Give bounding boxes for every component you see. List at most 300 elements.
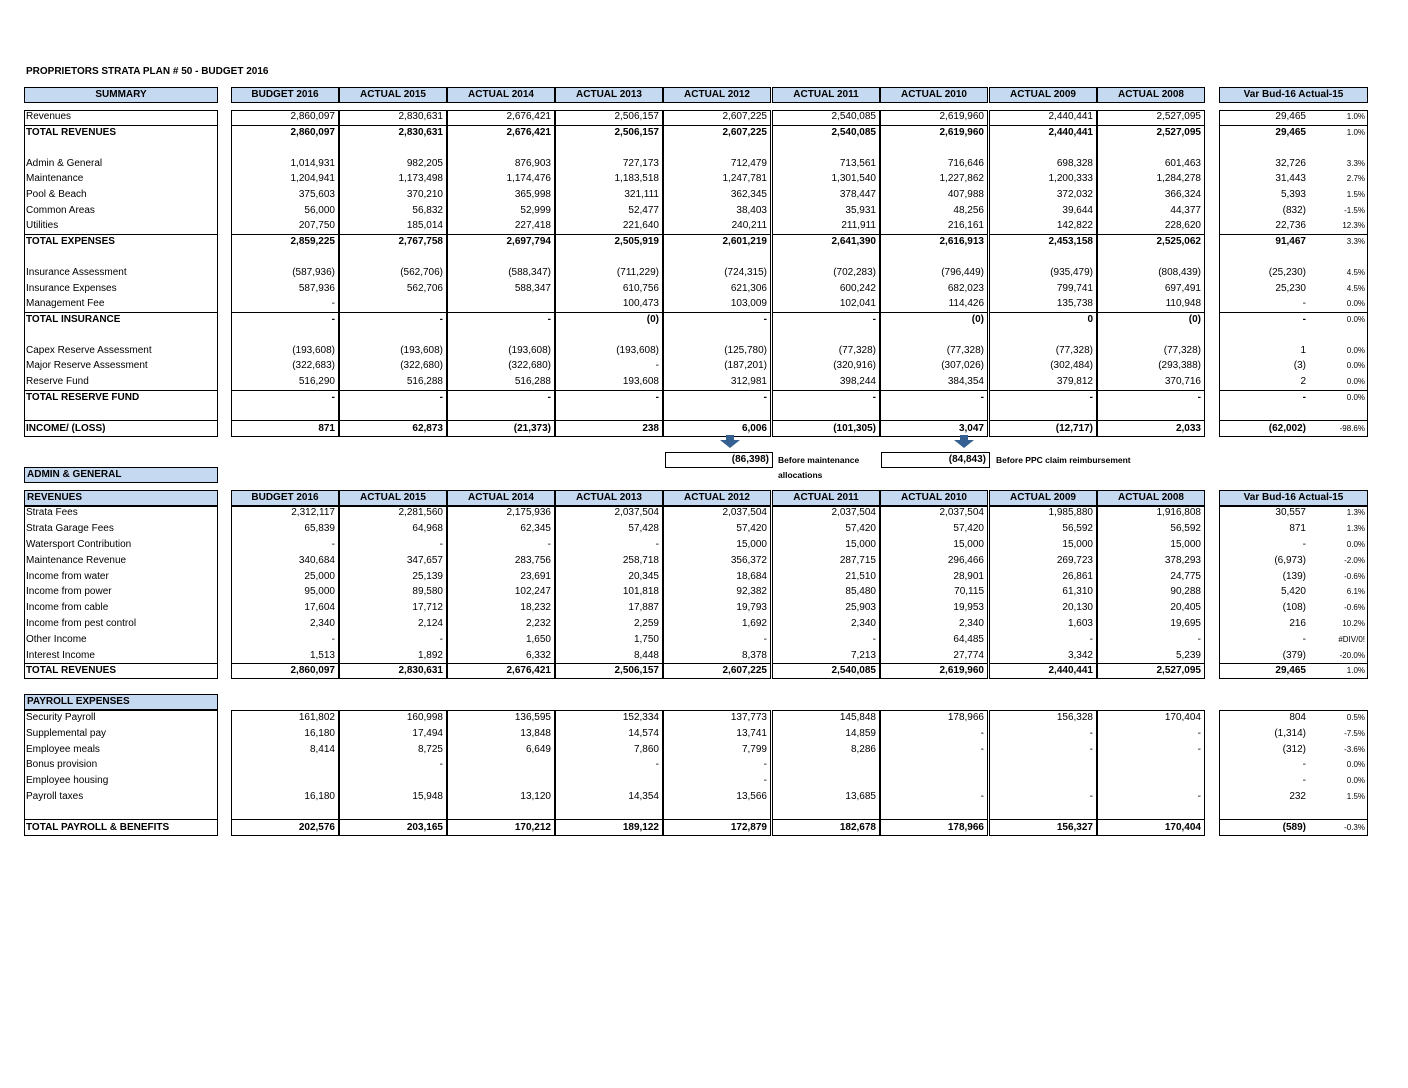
row-divider xyxy=(555,125,663,126)
row-divider xyxy=(880,312,988,313)
row-value: 398,244 xyxy=(839,376,876,387)
row-value: 227,418 xyxy=(514,220,551,231)
variance-percent: 0.0% xyxy=(1346,760,1365,769)
variance-value: - xyxy=(1302,759,1306,770)
row-value: - xyxy=(1197,744,1201,755)
ppc-note-value: (84,843) xyxy=(881,452,990,468)
variance-value: 30,557 xyxy=(1275,507,1306,518)
row-value: 57,428 xyxy=(628,523,659,534)
variance-percent: -2.0% xyxy=(1344,556,1365,565)
row-value: 14,859 xyxy=(845,728,876,739)
row-value: - xyxy=(1197,791,1201,802)
row-divider xyxy=(1219,125,1368,126)
row-value: - xyxy=(655,539,659,550)
row-divider xyxy=(772,390,880,391)
row-value: 203,165 xyxy=(406,822,443,833)
row-value: 2,830,631 xyxy=(398,665,443,676)
row-value: 516,288 xyxy=(514,376,551,387)
variance-percent: -20.0% xyxy=(1339,651,1365,660)
variance-value: - xyxy=(1302,298,1306,309)
row-label: Insurance Assessment xyxy=(26,267,127,278)
row-divider xyxy=(1097,420,1205,421)
variance-percent: -0.3% xyxy=(1344,823,1365,832)
row-divider xyxy=(447,312,555,313)
row-label: Payroll taxes xyxy=(26,791,84,802)
row-value: 5,239 xyxy=(1175,650,1201,661)
row-value: 384,354 xyxy=(947,376,984,387)
row-value: - xyxy=(980,392,984,403)
row-value: (193,608) xyxy=(508,345,551,356)
row-divider xyxy=(1219,663,1368,664)
row-value: (320,916) xyxy=(833,360,876,371)
row-label: Capex Reserve Assessment xyxy=(26,345,152,356)
row-value: 2,607,225 xyxy=(722,111,767,122)
row-value: 238 xyxy=(642,423,659,434)
column-header: ACTUAL 2015 xyxy=(339,87,447,103)
row-value: 70,115 xyxy=(954,586,984,597)
variance-value: 32,726 xyxy=(1275,158,1306,169)
variance-value: (832) xyxy=(1282,205,1306,216)
row-value: 101,818 xyxy=(622,586,659,597)
variance-percent: 1.0% xyxy=(1346,128,1365,137)
row-value: 2,033 xyxy=(1175,423,1201,434)
row-divider xyxy=(989,312,1097,313)
row-value: 89,580 xyxy=(412,586,443,597)
row-value: 207,750 xyxy=(298,220,335,231)
row-value: 8,725 xyxy=(417,744,443,755)
row-value: 2,540,085 xyxy=(831,665,876,676)
row-value: 2,527,095 xyxy=(1156,665,1201,676)
variance-percent: 1.5% xyxy=(1346,190,1365,199)
row-value: 178,966 xyxy=(947,822,984,833)
row-value: 601,463 xyxy=(1164,158,1201,169)
row-value: 2,767,758 xyxy=(398,236,443,247)
row-value: (77,328) xyxy=(946,345,984,356)
row-value: 372,032 xyxy=(1056,189,1093,200)
row-value: 8,448 xyxy=(633,650,659,661)
row-value: 19,695 xyxy=(1170,618,1201,629)
row-value: 17,604 xyxy=(304,602,335,613)
row-value: 26,861 xyxy=(1062,571,1093,582)
row-divider xyxy=(555,312,663,313)
down-arrow-icon xyxy=(954,440,974,448)
row-value: 283,756 xyxy=(514,555,551,566)
variance-percent: -7.5% xyxy=(1344,729,1365,738)
row-value: 145,848 xyxy=(839,712,876,723)
row-value: 2,607,225 xyxy=(722,665,767,676)
column-header: ACTUAL 2010 xyxy=(880,490,988,506)
row-label: TOTAL INSURANCE xyxy=(26,314,121,325)
row-value: - xyxy=(331,539,335,550)
column-header: ACTUAL 2008 xyxy=(1097,490,1205,506)
variance-value: 804 xyxy=(1289,712,1306,723)
row-divider xyxy=(880,420,988,421)
variance-percent: 0.0% xyxy=(1346,299,1365,308)
row-value: 25,000 xyxy=(304,571,335,582)
row-value: 20,345 xyxy=(628,571,659,582)
row-value: - xyxy=(331,314,335,325)
row-value: - xyxy=(1089,634,1093,645)
row-value: (193,608) xyxy=(400,345,443,356)
row-value: 379,812 xyxy=(1056,376,1093,387)
row-value: - xyxy=(439,314,443,325)
row-value: 56,592 xyxy=(1170,523,1201,534)
row-value: 1,227,862 xyxy=(939,173,984,184)
row-divider xyxy=(663,663,771,664)
row-value: 375,603 xyxy=(298,189,335,200)
variance-value: 25,230 xyxy=(1275,283,1306,294)
row-divider xyxy=(24,420,218,421)
row-value: 15,948 xyxy=(412,791,443,802)
row-value: - xyxy=(763,759,767,770)
row-value: 35,931 xyxy=(845,205,876,216)
row-value: 28,901 xyxy=(953,571,984,582)
row-value: 160,998 xyxy=(406,712,443,723)
row-value: (587,936) xyxy=(292,267,335,278)
column-header: ACTUAL 2014 xyxy=(447,490,555,506)
row-value: - xyxy=(547,539,551,550)
row-value: 103,009 xyxy=(730,298,767,309)
row-value: 38,403 xyxy=(736,205,767,216)
row-label: Supplemental pay xyxy=(26,728,107,739)
row-value: 56,000 xyxy=(304,205,335,216)
row-value: (77,328) xyxy=(1055,345,1093,356)
row-value: (193,608) xyxy=(616,345,659,356)
row-value: 600,242 xyxy=(839,283,876,294)
row-value: 8,378 xyxy=(741,650,767,661)
row-label: Employee housing xyxy=(26,775,109,786)
row-value: 189,122 xyxy=(622,822,659,833)
row-value: - xyxy=(331,634,335,645)
row-value: 19,953 xyxy=(953,602,984,613)
row-value: 2,860,097 xyxy=(290,665,335,676)
row-value: (0) xyxy=(646,314,659,325)
row-label: Major Reserve Assessment xyxy=(26,360,148,371)
row-divider xyxy=(1219,819,1368,820)
row-value: - xyxy=(331,298,335,309)
row-value: - xyxy=(872,314,876,325)
row-value: (796,449) xyxy=(941,267,984,278)
row-value: 170,404 xyxy=(1164,822,1201,833)
variance-value: - xyxy=(1302,392,1306,403)
section-header: ADMIN & GENERAL xyxy=(24,467,218,483)
variance-percent: 3.3% xyxy=(1346,237,1365,246)
row-value: 62,873 xyxy=(412,423,443,434)
row-label: Maintenance xyxy=(26,173,84,184)
row-value: - xyxy=(763,314,767,325)
variance-value: - xyxy=(1302,314,1306,325)
row-value: 2,527,095 xyxy=(1156,127,1201,138)
row-value: 102,247 xyxy=(514,586,551,597)
row-divider xyxy=(989,819,1097,820)
variance-value: - xyxy=(1302,634,1306,645)
row-value: 1,247,781 xyxy=(722,173,767,184)
row-label: TOTAL PAYROLL & BENEFITS xyxy=(26,822,170,833)
variance-percent: -98.6% xyxy=(1339,424,1365,433)
down-arrow-icon xyxy=(720,440,740,448)
variance-percent: 10.2% xyxy=(1342,619,1365,628)
row-value: 136,595 xyxy=(514,712,551,723)
variance-value: 1 xyxy=(1300,345,1306,356)
row-value: 2,037,504 xyxy=(614,507,659,518)
row-value: 712,479 xyxy=(730,158,767,169)
row-value: 211,911 xyxy=(841,220,876,231)
row-divider xyxy=(989,390,1097,391)
row-value: 2,830,631 xyxy=(398,127,443,138)
row-value: 92,382 xyxy=(736,586,767,597)
row-value: 1,513 xyxy=(309,650,335,661)
row-divider xyxy=(447,819,555,820)
variance-value: 232 xyxy=(1289,791,1306,802)
row-value: 2,676,421 xyxy=(506,127,551,138)
row-value: 15,000 xyxy=(953,539,984,550)
row-value: - xyxy=(655,392,659,403)
row-value: - xyxy=(439,539,443,550)
row-label: Maintenance Revenue xyxy=(26,555,127,566)
row-value: 13,566 xyxy=(736,791,767,802)
row-value: 2,440,441 xyxy=(1048,127,1093,138)
row-divider xyxy=(989,663,1097,664)
row-value: 2,340 xyxy=(309,618,335,629)
row-value: 2,859,225 xyxy=(290,236,335,247)
row-value: (101,305) xyxy=(833,423,876,434)
row-value: (562,706) xyxy=(400,267,443,278)
row-label: Income from pest control xyxy=(26,618,137,629)
column-header: ACTUAL 2008 xyxy=(1097,87,1205,103)
row-label: TOTAL EXPENSES xyxy=(26,236,115,247)
row-divider xyxy=(1219,234,1368,235)
row-value: 799,741 xyxy=(1056,283,1093,294)
row-value: 216,161 xyxy=(947,220,984,231)
row-value: - xyxy=(1089,744,1093,755)
row-divider xyxy=(231,125,339,126)
row-value: 2,830,631 xyxy=(398,111,443,122)
row-value: 1,603 xyxy=(1067,618,1093,629)
variance-percent: -0.6% xyxy=(1344,603,1365,612)
row-value: 85,480 xyxy=(845,586,876,597)
row-label: Pool & Beach xyxy=(26,189,87,200)
variance-percent: 0.0% xyxy=(1346,377,1365,386)
row-value: 19,793 xyxy=(736,602,767,613)
row-divider xyxy=(772,819,880,820)
row-divider xyxy=(555,234,663,235)
row-value: 61,310 xyxy=(1062,586,1093,597)
row-value: 14,354 xyxy=(628,791,659,802)
variance-percent: 0.0% xyxy=(1346,315,1365,324)
row-value: - xyxy=(763,775,767,786)
row-divider xyxy=(1219,312,1368,313)
row-value: (77,328) xyxy=(838,345,876,356)
row-value: 716,646 xyxy=(947,158,984,169)
row-value: - xyxy=(872,634,876,645)
row-value: 621,306 xyxy=(730,283,767,294)
row-divider xyxy=(1097,234,1205,235)
row-value: - xyxy=(331,392,335,403)
variance-percent: 3.3% xyxy=(1346,159,1365,168)
variance-percent: -3.6% xyxy=(1344,745,1365,754)
row-value: 114,426 xyxy=(948,298,984,309)
row-value: 407,988 xyxy=(947,189,984,200)
row-value: 562,706 xyxy=(406,283,443,294)
variance-percent: -0.6% xyxy=(1344,572,1365,581)
row-value: 2,601,219 xyxy=(722,236,767,247)
row-divider xyxy=(1097,312,1205,313)
row-divider xyxy=(231,420,339,421)
row-label: Income from water xyxy=(26,571,109,582)
variance-value: 29,465 xyxy=(1275,665,1306,676)
row-divider xyxy=(24,390,218,391)
row-value: 2,527,095 xyxy=(1156,111,1201,122)
row-value: 13,120 xyxy=(520,791,551,802)
row-value: 17,494 xyxy=(412,728,443,739)
page-title: PROPRIETORS STRATA PLAN # 50 - BUDGET 2016 xyxy=(26,66,269,77)
row-value: 56,832 xyxy=(412,205,443,216)
row-value: - xyxy=(763,392,767,403)
variance-percent: 4.5% xyxy=(1346,284,1365,293)
row-value: (193,608) xyxy=(292,345,335,356)
row-value: (935,479) xyxy=(1050,267,1093,278)
row-divider xyxy=(880,819,988,820)
row-value: 2,616,913 xyxy=(939,236,984,247)
row-value: 182,678 xyxy=(839,822,876,833)
row-value: (21,373) xyxy=(513,423,551,434)
row-value: 587,936 xyxy=(298,283,335,294)
variance-value: 5,393 xyxy=(1280,189,1306,200)
row-value: (12,717) xyxy=(1055,423,1093,434)
row-value: 6,332 xyxy=(525,650,551,661)
row-divider xyxy=(339,312,447,313)
maintenance-note-label-2: allocations xyxy=(778,470,823,480)
row-value: 156,327 xyxy=(1056,822,1093,833)
row-divider xyxy=(989,234,1097,235)
row-value: 1,183,518 xyxy=(614,173,659,184)
row-divider xyxy=(339,663,447,664)
row-value: 1,650 xyxy=(525,634,551,645)
row-value: 65,839 xyxy=(304,523,335,534)
row-value: 64,485 xyxy=(953,634,984,645)
row-value: 102,041 xyxy=(839,298,876,309)
row-value: 57,420 xyxy=(953,523,984,534)
row-value: - xyxy=(439,392,443,403)
section-header: SUMMARY xyxy=(24,87,218,103)
row-value: 1,750 xyxy=(633,634,659,645)
row-divider xyxy=(447,125,555,126)
row-value: 170,212 xyxy=(514,822,551,833)
row-value: 90,288 xyxy=(1170,586,1201,597)
variance-percent: 4.5% xyxy=(1346,268,1365,277)
row-value: (808,439) xyxy=(1158,267,1201,278)
row-divider xyxy=(880,663,988,664)
row-value: 52,477 xyxy=(628,205,659,216)
row-value: 370,210 xyxy=(406,189,443,200)
row-value: 296,466 xyxy=(947,555,984,566)
row-value: 2,037,504 xyxy=(831,507,876,518)
row-divider xyxy=(339,819,447,820)
row-value: 16,180 xyxy=(304,728,335,739)
row-value: - xyxy=(872,392,876,403)
row-divider xyxy=(231,312,339,313)
row-value: 340,684 xyxy=(298,555,335,566)
row-divider xyxy=(24,819,218,820)
variance-percent: 1.3% xyxy=(1346,524,1365,533)
row-value: 152,334 xyxy=(622,712,659,723)
row-value: 8,286 xyxy=(850,744,876,755)
row-value: 7,213 xyxy=(850,650,876,661)
row-value: 15,000 xyxy=(736,539,767,550)
column-header: BUDGET 2016 xyxy=(231,87,339,103)
row-value: 1,174,476 xyxy=(506,173,551,184)
row-value: 378,293 xyxy=(1164,555,1201,566)
row-value: 2,259 xyxy=(633,618,659,629)
revenues-header: REVENUES xyxy=(24,490,218,506)
column-header: BUDGET 2016 xyxy=(231,490,339,506)
variance-percent: 1.0% xyxy=(1346,666,1365,675)
variance-value: 5,420 xyxy=(1280,586,1306,597)
row-value: 23,691 xyxy=(520,571,551,582)
row-value: 15,000 xyxy=(845,539,876,550)
row-value: 228,620 xyxy=(1164,220,1201,231)
column-header: ACTUAL 2010 xyxy=(880,87,988,103)
row-divider xyxy=(772,420,880,421)
row-value: 2,037,504 xyxy=(722,507,767,518)
row-value: 2,619,960 xyxy=(939,665,984,676)
row-value: 44,377 xyxy=(1170,205,1201,216)
row-divider xyxy=(24,663,218,664)
variance-percent: 0.0% xyxy=(1346,346,1365,355)
row-divider xyxy=(1097,663,1205,664)
variance-value: 31,443 xyxy=(1275,173,1306,184)
row-divider xyxy=(880,234,988,235)
maintenance-note-label: Before maintenance xyxy=(778,455,860,465)
variance-percent: -1.5% xyxy=(1344,206,1365,215)
row-value: 2,540,085 xyxy=(831,111,876,122)
ppc-note-label: Before PPC claim reimbursement xyxy=(996,455,1131,465)
row-label: Reserve Fund xyxy=(26,376,89,387)
row-divider xyxy=(989,125,1097,126)
row-value: (322,680) xyxy=(400,360,443,371)
row-value: - xyxy=(1197,728,1201,739)
row-value: 137,773 xyxy=(730,712,767,723)
row-value: 982,205 xyxy=(406,158,443,169)
variance-header: Var Bud-16 Actual-15 xyxy=(1219,87,1368,103)
row-value: 2,124 xyxy=(417,618,443,629)
row-value: - xyxy=(980,744,984,755)
variance-value: (25,230) xyxy=(1268,267,1306,278)
row-label: Management Fee xyxy=(26,298,105,309)
row-value: 156,328 xyxy=(1056,712,1093,723)
row-value: 18,684 xyxy=(736,571,767,582)
row-divider xyxy=(1219,420,1368,421)
row-label: Common Areas xyxy=(26,205,95,216)
row-value: 2,607,225 xyxy=(722,127,767,138)
row-divider xyxy=(772,312,880,313)
row-value: 240,211 xyxy=(731,220,767,231)
row-divider xyxy=(447,420,555,421)
row-label: Interest Income xyxy=(26,650,95,661)
row-value: 2,506,157 xyxy=(614,665,659,676)
row-value: 1,173,498 xyxy=(398,173,443,184)
row-divider xyxy=(663,819,771,820)
row-divider xyxy=(339,390,447,391)
row-value: 713,561 xyxy=(839,158,876,169)
row-value: 170,404 xyxy=(1164,712,1201,723)
row-label: Insurance Expenses xyxy=(26,283,117,294)
row-value: - xyxy=(655,360,659,371)
row-value: 25,903 xyxy=(845,602,876,613)
row-divider xyxy=(231,663,339,664)
row-value: 1,985,880 xyxy=(1048,507,1093,518)
row-divider xyxy=(447,234,555,235)
